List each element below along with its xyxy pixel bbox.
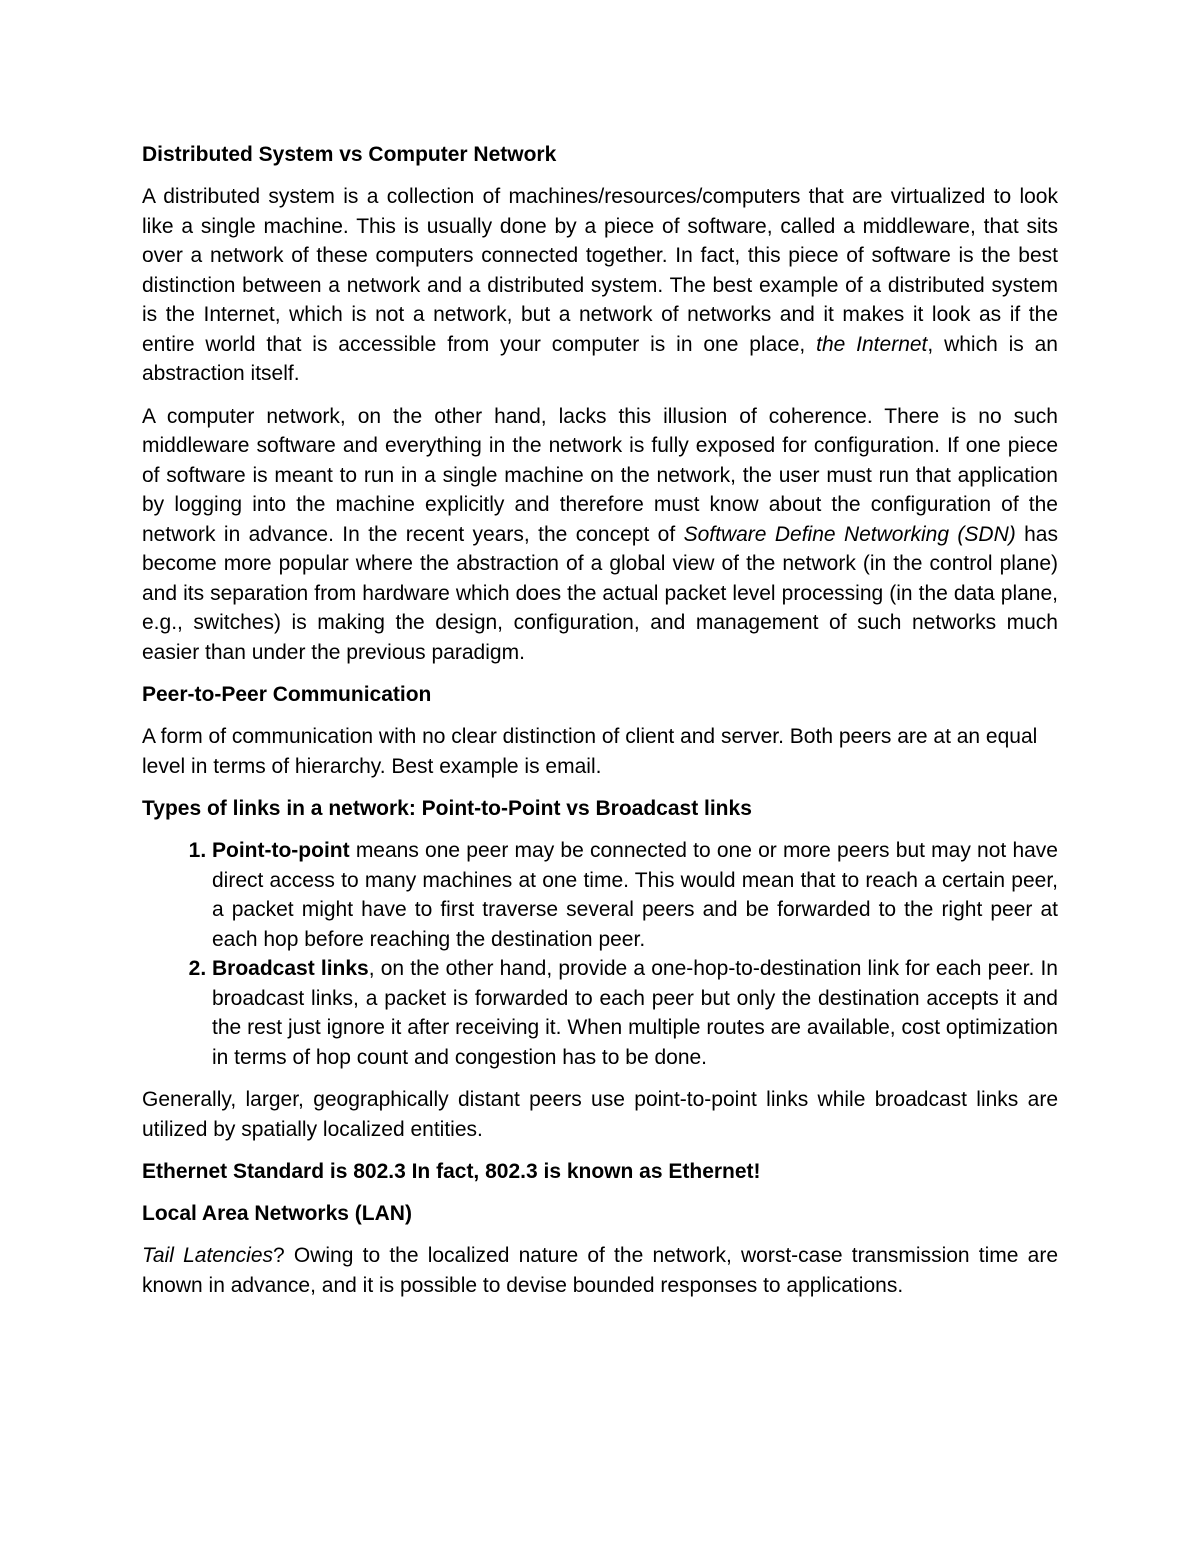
list-item-text: means one peer may be connected to one or more peers but may not have direct access to many machines at one time. This would mean that to reach a certain peer, a packet might have to first traverse several peers and be forwarded to the right peer at each hop before reaching the destination peer. [212,839,1058,951]
paragraph-computer-network [142,402,1058,668]
paragraph-distributed-system [142,182,1058,389]
list-item-broadcast [212,954,1058,1072]
link-types-list [142,836,1058,1072]
list-item-term: Broadcast links [212,957,369,980]
emphasis-text: the Internet [816,332,928,356]
paragraph-text: A computer network, on the other hand, lacks this illusion of coherence. There is no such middleware software and everything in the network is fully exposed for configuration. If one piece of software is meant to run in a single machine on the network, the user must run that application by logging into the machine explicitly and therefore must know about the configuration of the network in advance. In the recent years, the concept of [142,404,1058,546]
list-item-text: , on the other hand, provide a one-hop-to-destination link for each peer. In broadcast links, a packet is forwarded to each peer but only the destination accepts it and the rest just ignore it after receiving it. When multiple routes are available, cost optimization in terms of hop count and congestion has to be done. [212,957,1058,1069]
heading-peer-to-peer: Peer-to-Peer Communication [142,683,432,706]
heading-distributed-vs-network: Distributed System vs Computer Network [142,143,557,166]
list-item-term: Point-to-point [212,839,350,862]
heading-link-types: Types of links in a network: Point-to-Point vs Broadcast links [142,797,752,820]
list-item-point-to-point [212,836,1058,954]
heading-ethernet: Ethernet Standard is 802.3 In fact, 802.3 is known as Ethernet! [142,1160,761,1183]
heading-lan: Local Area Networks (LAN) [142,1202,412,1225]
paragraph-text: ? Owing to the localized nature of the network, worst-case transmission time are known in advance, and it is possible to devise bounded responses to applications. [142,1244,1059,1297]
paragraph-text: has become more popular where the abstraction of a global view of the network (in the control plane) and its separation from hardware which does the actual packet level processing (in the data plane, e.g., switches) is making the design, configuration, and management of such networks much easier than under the previous paradigm. [142,522,1058,664]
paragraph-links-summary: Generally, larger, geographically distant peers use point-to-point links while broadcast links are utilized by spatially localized entities. [142,1088,1058,1141]
emphasis-text: Software Define Networking (SDN) [683,522,1016,546]
paragraph-text: , which is an abstraction itself. [142,332,1058,385]
paragraph-peer-to-peer: A form of communication with no clear distinction of client and server. Both peers are at an equal level in terms of hierarchy. Best example is email. [142,725,1038,778]
emphasis-text: Tail Latencies [142,1244,274,1267]
paragraph-text: A distributed system is a collection of machines/resources/computers that are virtualized to look like a single machine. This is usually done by a piece of software, called a middleware, that sits over a network of these computers connected together. In fact, this piece of software is the best distinction between a network and a distributed system. The best example of a distributed system is the Internet, which is not a network, but a network of networks and it makes it look as if the entire world that is accessible from your computer is in one place, [142,185,1058,356]
paragraph-lan [142,1241,1058,1300]
